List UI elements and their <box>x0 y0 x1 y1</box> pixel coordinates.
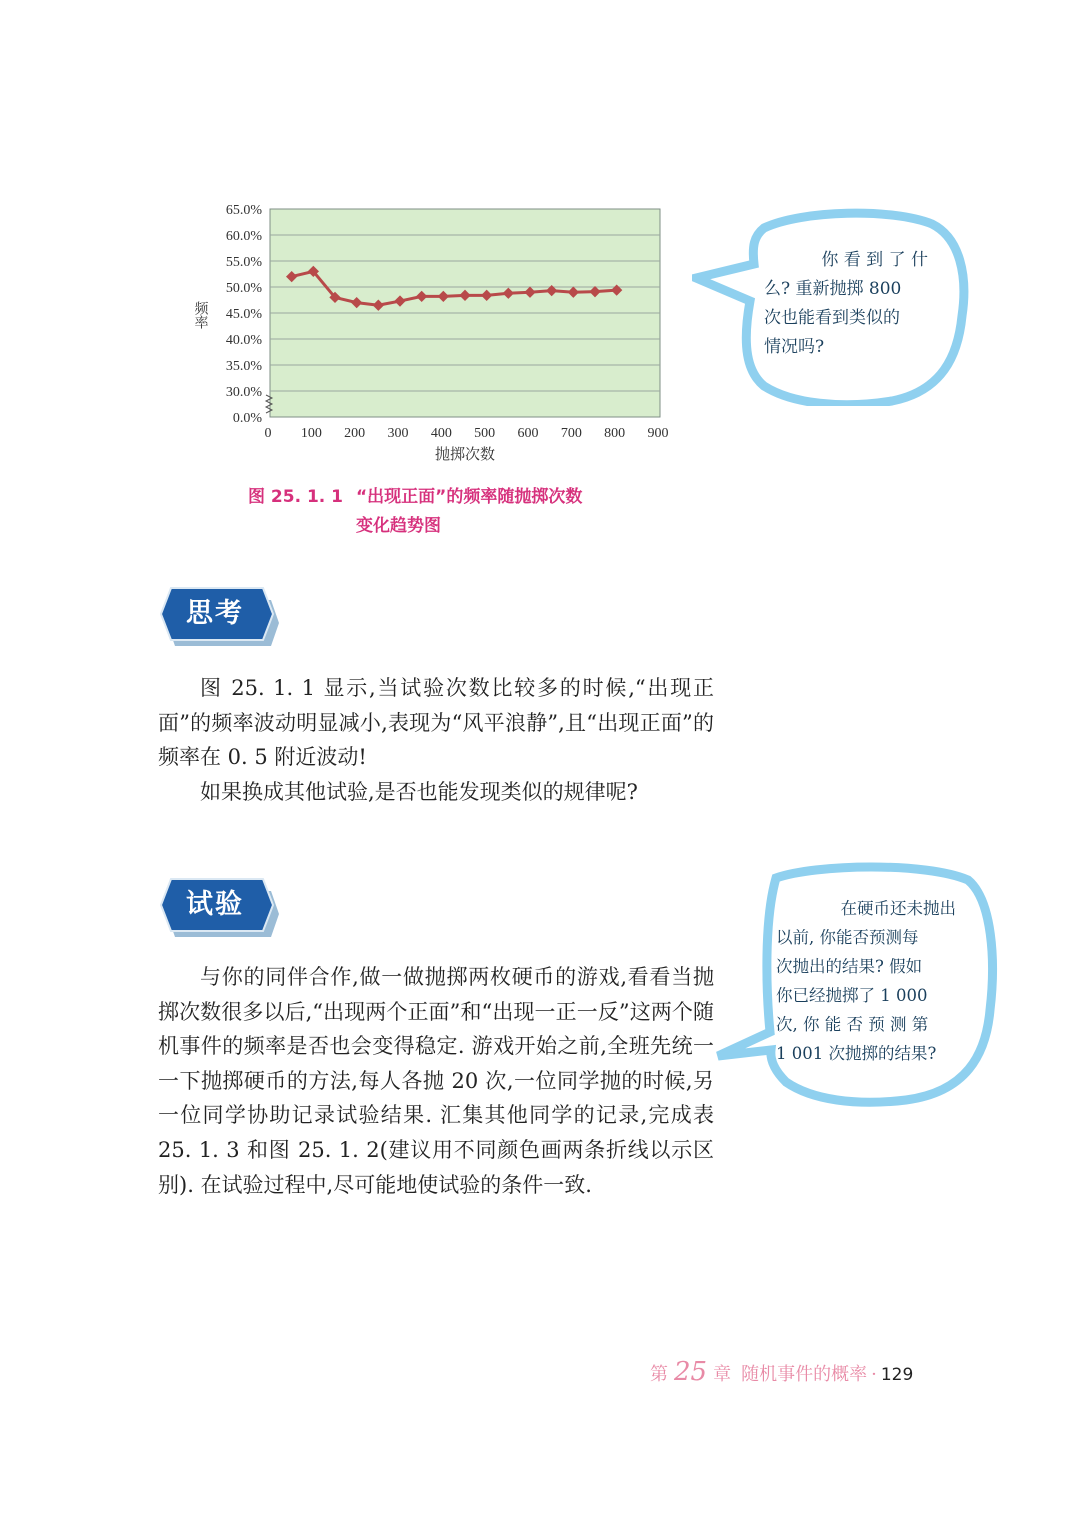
page-number: 129 <box>880 1365 914 1385</box>
x-tick-label: 400 <box>430 426 452 441</box>
y-tick-label: 65.0% <box>225 203 262 218</box>
y-tick-label: 60.0% <box>225 229 262 244</box>
bubble2-line-4: 你已经抛掷了 1 000 <box>776 986 928 1005</box>
figure-title-line2: 变化趋势图 <box>356 516 441 536</box>
bubble2-line-2: 以前, 你能否预测每 <box>776 928 919 947</box>
x-tick-label: 0 <box>264 426 272 441</box>
page-footer <box>650 1357 950 1391</box>
think-paragraph-2: 如果换成其他试验,是否也能发现类似的规律呢? <box>200 779 638 804</box>
y-tick-label: 35.0% <box>225 359 262 374</box>
bubble1-line-2: 么? 重新抛掷 800 <box>764 279 902 299</box>
x-tick-label: 500 <box>474 426 496 441</box>
chapter-number: 25 <box>674 1357 708 1387</box>
y-tick-label: 45.0% <box>225 307 262 322</box>
think-paragraph-1: 图 25. 1. 1 显示,当试验次数比较多的时候,“出现正面”的频率波动明显减小,表现为“风平浪静”,且“出现正面”的频率在 0. 5 附近波动! <box>158 676 714 770</box>
bubble1-line-4: 情况吗? <box>764 337 825 357</box>
chapter-title: 随机事件的概率 <box>741 1364 868 1385</box>
bubble1-line-1: 你 看 到 了 什 <box>821 250 928 270</box>
bubble2-line-1: 在硬币还未抛出 <box>840 899 956 918</box>
y-tick-label: 0.0% <box>232 411 262 426</box>
speech-bubble-2 <box>716 860 1001 1110</box>
y-tick-label: 55.0% <box>225 255 262 270</box>
chapter-suffix: 章 <box>713 1364 732 1385</box>
y-tick-labels <box>226 203 263 426</box>
think-paragraphs <box>158 671 714 809</box>
x-tick-label: 300 <box>387 426 409 441</box>
x-axis-label: 抛掷次数 <box>434 447 496 463</box>
think-badge <box>157 585 279 651</box>
bubble2-line-5: 次, 你 能 否 预 测 第 <box>776 1015 929 1034</box>
speech-bubble-1 <box>692 206 972 406</box>
experiment-badge-label: 试验 <box>186 889 244 920</box>
y-tick-label: 50.0% <box>225 281 262 296</box>
y-tick-label: 30.0% <box>225 385 262 400</box>
x-tick-labels <box>265 426 669 441</box>
x-tick-label: 600 <box>517 426 539 441</box>
bubble1-line-3: 次也能看到类似的 <box>764 308 900 328</box>
x-tick-label: 100 <box>300 426 322 441</box>
bubble2-line-3: 次抛出的结果? 假如 <box>776 957 923 976</box>
frequency-line-chart <box>190 195 690 475</box>
y-axis-label: 频率 <box>192 301 208 329</box>
think-badge-label: 思考 <box>186 598 244 629</box>
experiment-badge <box>157 876 279 942</box>
bubble2-line-6: 1 001 次抛掷的结果? <box>776 1044 937 1063</box>
footer-separator: · <box>871 1364 877 1385</box>
y-tick-label: 40.0% <box>225 333 262 348</box>
x-tick-label: 200 <box>344 426 366 441</box>
chapter-prefix: 第 <box>650 1364 668 1385</box>
figure-title-line1: “出现正面”的频率随抛掷次数 <box>356 487 583 507</box>
figure-number: 图 25. 1. 1 <box>248 487 343 507</box>
x-tick-label: 700 <box>560 426 582 441</box>
figure-caption <box>248 483 582 541</box>
axis-break-icon <box>266 395 272 413</box>
experiment-paragraphs <box>158 960 714 1202</box>
experiment-paragraph: 与你的同伴合作,做一做抛掷两枚硬币的游戏,看看当抛掷次数很多以后,“出现两个正面”和“出现一正一反”这两个随机事件的频率是否也会变得稳定. 游戏开始之前,全班先统一一下抛掷硬币的方法,每人各抛 20 次,一位同学抛的时候,另一位同学协助记录试验结果. 汇集其他同学的记录,完成表 25. 1. 3 和图 25. 1. 2(建议用不同颜色画两条折线以示区别). 在试验过程中,尽可能地使试验的条件一致. <box>158 965 714 1197</box>
x-tick-label: 900 <box>647 426 669 441</box>
x-tick-label: 800 <box>604 426 626 441</box>
